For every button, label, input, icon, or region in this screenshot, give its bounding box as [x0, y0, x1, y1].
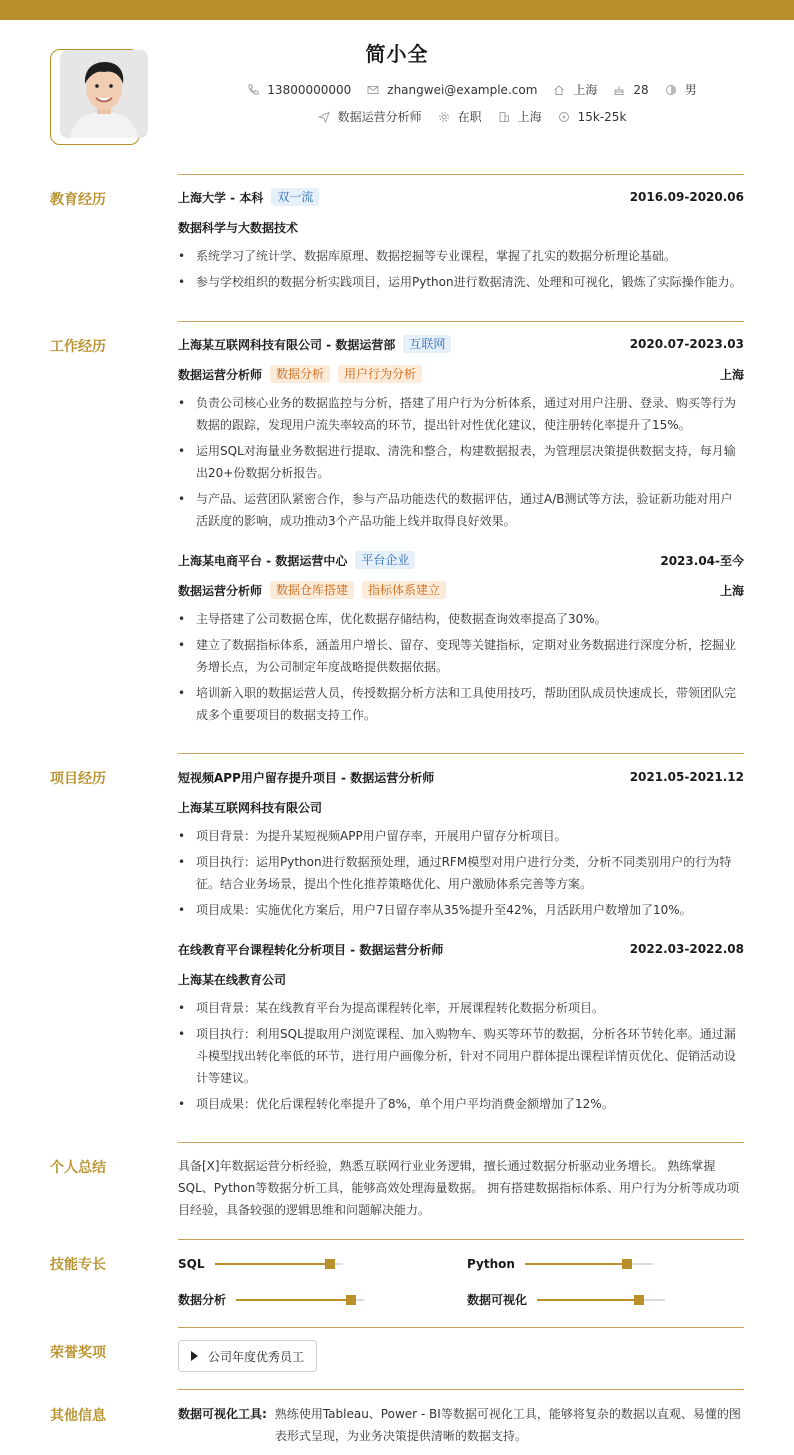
skill-bar-fill	[236, 1299, 351, 1301]
mail-icon	[367, 84, 379, 96]
divider	[178, 174, 744, 175]
work-city-text: 上海	[517, 110, 542, 124]
summary-text: 具备[X]年数据运营分析经验，熟悉互联网行业业务逻辑，擅长通过数据分析驱动业务增长。 熟练掌握SQL、Python等数据分析工具，能够高效处理海量数据。 拥有搭建数据指标体系、用户行为分析等成功项目经验，具备较强的逻辑思维和问题解决能力。	[178, 1159, 740, 1217]
list-item: • 培训新入职的数据运营人员，传授数据分析方法和工具使用技巧，帮助团队成员快速成长，带领团队完成多个重要项目的数据支持工作。	[178, 682, 744, 726]
divider	[178, 321, 744, 322]
other-info	[178, 1403, 744, 1447]
education-date: 2016.09-2020.06	[629, 190, 744, 204]
projects-title: 项目经历	[50, 771, 106, 787]
skill-name: SQL	[178, 1257, 205, 1271]
project-bullets	[178, 825, 744, 921]
email-text: zhangwei@example.com	[387, 82, 538, 97]
awards-title: 荣誉奖项	[50, 1345, 106, 1361]
summary-title: 个人总结	[50, 1160, 106, 1176]
list-item: • 系统学习了统计学、数据库原理、数据挖掘等专业课程，掌握了扎实的数据分析理论基础。	[178, 245, 744, 267]
cake-icon	[613, 84, 625, 96]
gear-icon	[438, 111, 450, 123]
school-tag: 双一流	[271, 188, 319, 206]
gender-text: 男	[684, 83, 697, 97]
age-info	[613, 83, 648, 97]
position-text: 数据运营分析师	[337, 110, 422, 124]
skill-name: 数据分析	[178, 1293, 227, 1307]
job-date: 2023.04-至今	[660, 553, 744, 568]
role-name: 数据运营分析师	[178, 583, 263, 598]
skill-bar-knob	[634, 1295, 644, 1305]
coin-icon	[558, 111, 570, 123]
job-date: 2020.07-2023.03	[629, 337, 744, 351]
project-name: 短视频APP用户留存提升项目 - 数据运营分析师	[178, 770, 435, 785]
list-item: • 参与学校组织的数据分析实践项目，运用Python进行数据清洗、处理和可视化，锻炼了实际操作能力。	[178, 271, 744, 293]
list-item: • 主导搭建了公司数据仓库，优化数据存储结构，使数据查询效率提高了30%。	[178, 608, 744, 630]
skill-bar	[525, 1263, 653, 1265]
work-city-info	[498, 108, 542, 125]
skills-title: 技能专长	[50, 1257, 106, 1273]
location-text: 上海	[573, 83, 598, 97]
project-1	[178, 767, 744, 921]
job-header	[178, 550, 744, 570]
play-icon	[191, 1351, 198, 1361]
list-item: • 建立了数据指标体系，涵盖用户增长、留存、变现等关键指标，定期对业务数据进行深度分析，挖掘业务增长点，为公司制定年度战略提供数据依据。	[178, 634, 744, 678]
home-icon	[553, 84, 565, 96]
list-item: • 运用SQL对海量业务数据进行提取、清洗和整合，构建数据报表，为管理层决策提供数据支持，每月输出20+份数据分析报告。	[178, 440, 744, 484]
skill-item	[178, 1257, 343, 1271]
skill-bar	[537, 1299, 665, 1301]
education-header	[178, 187, 744, 207]
divider	[178, 753, 744, 754]
gender-icon	[665, 84, 677, 96]
award-item[interactable]	[178, 1340, 317, 1372]
top-accent-bar	[0, 0, 794, 20]
salary-text: 15k-25k	[577, 109, 627, 124]
major-name: 数据科学与大数据技术	[178, 220, 299, 235]
age-text: 28	[633, 82, 649, 97]
role-name: 数据运营分析师	[178, 367, 263, 382]
work-job-1	[178, 334, 744, 532]
project-header	[178, 767, 744, 787]
project-2	[178, 939, 744, 1115]
role-row	[178, 580, 744, 600]
skill-tag: 指标体系建立	[362, 581, 446, 599]
award-label: 公司年度优秀员工	[208, 1349, 305, 1364]
skill-bar-knob	[325, 1259, 335, 1269]
list-item: • 负责公司核心业务的数据监控与分析，搭建了用户行为分析体系，通过对用户注册、登录、购买等行为数据的跟踪，发现用户流失率较高的环节，提出针对性优化建议，使注册转化率提升了15%。	[178, 392, 744, 436]
project-date: 2022.03-2022.08	[629, 942, 744, 956]
status-info	[438, 108, 482, 125]
project-name: 在线教育平台课程转化分析项目 - 数据运营分析师	[178, 942, 444, 957]
list-item: • 项目背景：为提升某短视频APP用户留存率，开展用户留存分析项目。	[178, 825, 744, 847]
project-company: 上海某互联网科技有限公司	[178, 800, 323, 815]
company-name: 上海某互联网科技有限公司 - 数据运营部	[178, 337, 396, 352]
list-item: • 与产品、运营团队紧密合作，参与产品功能迭代的数据评估，通过A/B测试等方法，验证新功能对用户活跃度的影响，成功推动3个产品功能上线并取得良好效果。	[178, 488, 744, 532]
project-header	[178, 939, 744, 959]
project-company-row	[178, 969, 744, 989]
project-bullets	[178, 997, 744, 1115]
skill-bar	[236, 1299, 364, 1301]
divider	[178, 1389, 744, 1390]
skill-name: 数据可视化	[467, 1293, 528, 1307]
job-bullets	[178, 392, 744, 532]
industry-tag: 互联网	[403, 335, 451, 353]
skill-bar	[215, 1263, 343, 1265]
other-key: 数据可视化工具:	[178, 1407, 267, 1421]
skill-bar-knob	[346, 1295, 356, 1305]
divider	[178, 1239, 744, 1240]
skill-item	[467, 1291, 665, 1308]
contact-row	[150, 81, 794, 98]
job-city: 上海	[719, 367, 744, 382]
building-icon	[498, 111, 510, 123]
skill-bar-knob	[622, 1259, 632, 1269]
skill-item	[467, 1257, 653, 1271]
skill-item	[178, 1291, 364, 1308]
project-company: 上海某在线教育公司	[178, 972, 287, 987]
skill-tag: 用户行为分析	[338, 365, 422, 383]
position-info	[318, 108, 422, 125]
divider	[178, 1142, 744, 1143]
education-title: 教育经历	[50, 192, 106, 208]
other-title: 其他信息	[50, 1408, 106, 1424]
send-icon	[318, 111, 330, 123]
skill-bar-fill	[537, 1299, 639, 1301]
project-date: 2021.05-2021.12	[629, 770, 744, 784]
work-title: 工作经历	[50, 339, 106, 355]
skill-tag: 数据仓库搭建	[270, 581, 354, 599]
skill-bar-fill	[215, 1263, 330, 1265]
skill-bar-fill	[525, 1263, 627, 1265]
list-item: • 项目成果：优化后课程转化率提升了8%，单个用户平均消费金额增加了12%。	[178, 1093, 744, 1115]
job-bullets	[178, 608, 744, 726]
major-row	[178, 217, 744, 237]
location-info	[553, 81, 597, 98]
job-city: 上海	[719, 583, 744, 598]
phone-info	[247, 83, 351, 97]
email-info	[367, 83, 537, 97]
company-name: 上海某电商平台 - 数据运营中心	[178, 553, 348, 568]
skill-name: Python	[467, 1257, 515, 1271]
work-job-2	[178, 550, 744, 726]
project-company-row	[178, 797, 744, 817]
list-item: • 项目成果：实施优化方案后，用户7日留存率从35%提升至42%，月活跃用户数增加了10%。	[178, 899, 744, 921]
divider	[178, 1327, 744, 1328]
education-body	[178, 187, 744, 293]
list-item: • 项目背景：某在线教育平台为提高课程转化率，开展课程转化数据分析项目。	[178, 997, 744, 1019]
industry-tag: 平台企业	[355, 551, 415, 569]
phone-icon	[247, 84, 259, 96]
job-intent-row	[150, 108, 794, 125]
school-name: 上海大学 - 本科	[178, 190, 264, 205]
gender-info	[665, 81, 697, 98]
list-item: • 项目执行：利用SQL提取用户浏览课程、加入购物车、购买等环节的数据，分析各环节转化率。通过漏斗模型找出转化率低的环节，进行用户画像分析，针对不同用户群体提出课程详情页优化、促销活动设计等建议。	[178, 1023, 744, 1089]
phone-text: 13800000000	[267, 82, 352, 97]
job-header	[178, 334, 744, 354]
status-text: 在职	[457, 110, 482, 124]
role-row	[178, 364, 744, 384]
candidate-name: 简小全	[365, 42, 429, 66]
skill-tag: 数据分析	[270, 365, 330, 383]
education-bullets	[178, 245, 744, 293]
list-item: • 项目执行：运用Python进行数据预处理，通过RFM模型对用户进行分类，分析不同类别用户的行为特征。结合业务场景，提出个性化推荐策略优化、用户激励体系完善等方案。	[178, 851, 744, 895]
salary-info	[558, 110, 627, 124]
other-value: 熟练使用Tableau、Power - BI等数据可视化工具，能够将复杂的数据以直观、易懂的图表形式呈现，为业务决策提供清晰的数据支持。	[274, 1407, 741, 1443]
